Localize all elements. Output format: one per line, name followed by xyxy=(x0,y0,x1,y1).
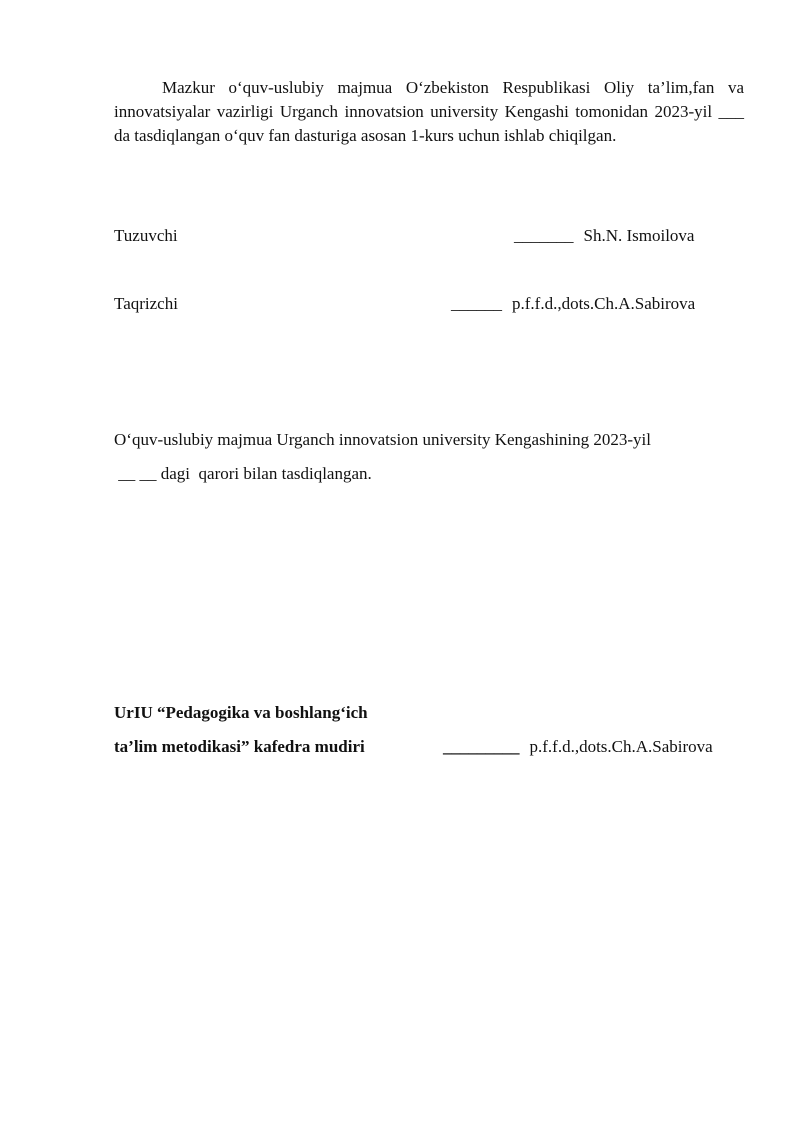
department-title-line-1: UrIU “Pedagogika va boshlang‘ich xyxy=(114,703,368,722)
compiler-name: Sh.N. Ismoilova xyxy=(583,226,695,245)
compiler-signature-line: _______ xyxy=(514,226,574,245)
department-head-signature xyxy=(443,737,713,757)
approval-line-2: __ __ dagi qarori bilan tasdiqlangan. xyxy=(114,464,372,483)
reviewer-role: Taqrizchi xyxy=(114,294,178,313)
compiler-role: Tuzuvchi xyxy=(114,226,178,245)
department-head-name: p.f.f.d.,dots.Ch.A.Sabirova xyxy=(529,737,713,756)
reviewer-signature xyxy=(451,294,695,314)
intro-paragraph: Mazkur o‘quv-uslubiy majmua O‘zbekiston Respublikasi Oliy ta’lim,fan va innovatsiyalar vazirligi Urganch innovatsion university Kengashi tomonidan 2023-yil ___ da tasdiqlangan o‘quv fan dasturiga asosan 1-kurs uchun ishlab chiqilgan. xyxy=(114,78,744,145)
reviewer-signature-line: ______ xyxy=(451,294,502,313)
reviewer-name: p.f.f.d.,dots.Ch.A.Sabirova xyxy=(512,294,696,313)
department-title-line-2: ta’lim metodikasi” kafedra mudiri xyxy=(114,737,365,756)
approval-line-1: O‘quv-uslubiy majmua Urganch innovatsion university Kengashining 2023-yil xyxy=(114,430,652,449)
compiler-signature xyxy=(514,226,694,246)
department-head-signature-line: _________ xyxy=(443,737,520,756)
